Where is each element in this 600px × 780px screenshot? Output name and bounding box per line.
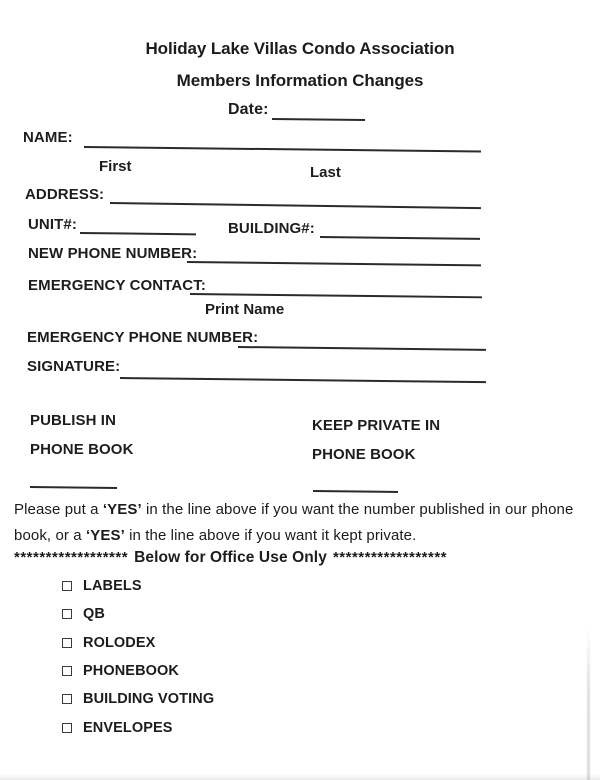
rolodex-checkbox[interactable] — [62, 638, 72, 648]
rolodex-checkbox-label: ROLODEX — [83, 634, 156, 651]
office-checkbox-row-qb — [62, 606, 105, 621]
office-use-heading: Below for Office Use Only — [134, 549, 327, 566]
labels-checkbox[interactable] — [62, 581, 72, 591]
labels-checkbox-label: LABELS — [83, 577, 142, 594]
instructions-line-2 — [14, 527, 416, 544]
stars-left: ****************** — [14, 549, 129, 566]
emergency-phone-line[interactable] — [238, 346, 486, 351]
instruction-text: in the line above if you want it kept private. — [124, 527, 417, 544]
address-label: ADDRESS: — [25, 186, 105, 203]
office-checkbox-row-rolodex — [62, 635, 155, 650]
building-voting-checkbox-label: BUILDING VOTING — [83, 690, 215, 707]
phonebook-checkbox-label: PHONEBOOK — [83, 662, 179, 679]
unit-label: UNIT#: — [28, 216, 77, 233]
office-use-divider — [14, 549, 447, 567]
new-phone-label: NEW PHONE NUMBER: — [28, 245, 198, 262]
emergency-contact-line[interactable] — [190, 293, 482, 298]
print-name-caption: Print Name — [205, 301, 285, 318]
qb-checkbox-label: QB — [83, 605, 105, 622]
envelopes-checkbox-label: ENVELOPES — [83, 719, 173, 736]
office-checkbox-row-phonebook — [62, 663, 179, 678]
publish-phone-book-label: PHONE BOOK — [30, 441, 134, 458]
private-phone-book-label: PHONE BOOK — [312, 446, 416, 463]
office-checkbox-row-building-voting — [62, 691, 214, 706]
form-title: Holiday Lake Villas Condo Association — [145, 39, 455, 58]
building-line[interactable] — [320, 236, 480, 240]
building-voting-checkbox[interactable] — [62, 694, 72, 704]
instruction-text: Please put a — [14, 501, 103, 518]
new-phone-line[interactable] — [187, 261, 481, 266]
building-label: BUILDING#: — [228, 220, 315, 237]
form-subtitle: Members Information Changes — [176, 71, 424, 90]
emergency-phone-label: EMERGENCY PHONE NUMBER: — [27, 329, 259, 346]
date-label: Date: — [228, 101, 269, 118]
emergency-contact-label: EMERGENCY CONTACT: — [28, 277, 206, 294]
name-line[interactable] — [84, 146, 481, 153]
scan-artifact-bottom-edge — [0, 774, 600, 780]
signature-line[interactable] — [120, 377, 486, 383]
phonebook-checkbox[interactable] — [62, 666, 72, 676]
publish-in-label: PUBLISH IN — [30, 412, 117, 429]
first-caption: First — [99, 158, 132, 175]
keep-private-label: KEEP PRIVATE IN — [312, 417, 441, 434]
unit-line[interactable] — [80, 232, 196, 235]
signature-label: SIGNATURE: — [27, 358, 121, 375]
name-label: NAME: — [23, 129, 73, 146]
last-caption: Last — [310, 164, 341, 181]
envelopes-checkbox[interactable] — [62, 723, 72, 733]
office-checkbox-row-envelopes — [62, 720, 173, 735]
publish-answer-line[interactable] — [30, 486, 117, 489]
private-answer-line[interactable] — [313, 490, 398, 493]
scan-artifact-right-edge — [587, 628, 590, 780]
qb-checkbox[interactable] — [62, 609, 72, 619]
instruction-text: in the line above if you want the number published in our phone — [141, 501, 574, 518]
date-line[interactable] — [272, 118, 365, 121]
stars-right: ****************** — [332, 549, 448, 566]
yes-emphasis: ‘YES’ — [85, 527, 125, 544]
office-checkbox-row-labels — [62, 578, 142, 593]
instruction-text: book, or a — [14, 527, 86, 544]
address-line[interactable] — [110, 202, 481, 209]
instructions-line-1 — [14, 501, 573, 518]
yes-emphasis: ‘YES’ — [102, 501, 142, 518]
